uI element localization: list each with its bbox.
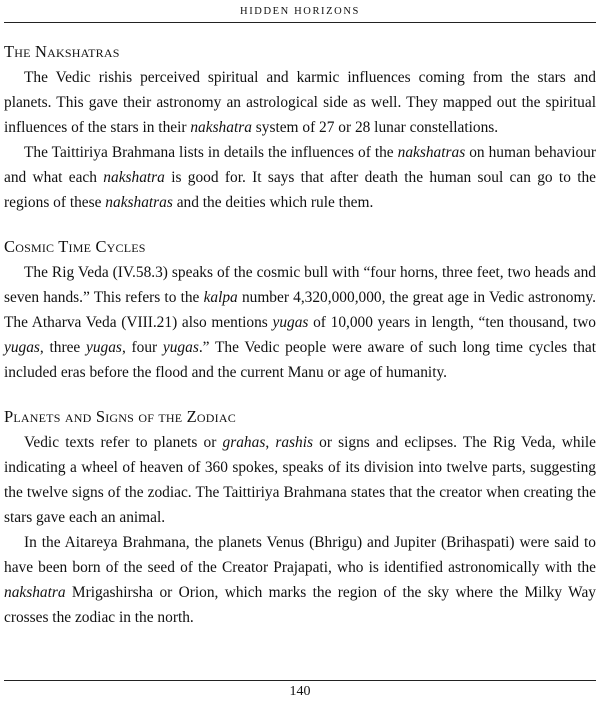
italic-term: nakshatra — [4, 584, 66, 601]
section-planets-zodiac — [4, 407, 596, 630]
page-content — [4, 42, 596, 652]
running-head: HIDDEN HORIZONS — [240, 6, 360, 17]
section-heading: Planets and Signs of the Zodiac — [4, 407, 236, 426]
section-heading: Cosmic Time Cycles — [4, 237, 146, 256]
footer-rule — [4, 680, 596, 681]
italic-term: yugas — [272, 314, 309, 331]
header-rule — [4, 22, 596, 23]
italic-term: nakshatra — [103, 169, 165, 186]
paragraph: In the Aitareya Brahmana, the planets Venus (Bhrigu) and Jupiter (Brihaspati) were said to have been born of the seed of the Creator Prajapati, who is identified astronomically with the nakshatra Mrigashirsha or Orion, which marks the region of the sky where the Milky Way crosses the zodiac in the north. — [4, 534, 596, 626]
paragraph: Vedic texts refer to planets or grahas, rashis or signs and eclipses. The Rig Veda, while indicating a wheel of heaven of 360 spokes, speaks of its division into twelve parts, suggesting the twelve signs of the zodiac. The Taittiriya Brahmana states that the creator when creating the stars gave each an animal. — [4, 434, 597, 526]
italic-term: yugas — [162, 339, 199, 356]
italic-term: nakshatras — [105, 194, 173, 211]
paragraph: The Taittiriya Brahmana lists in details the influences of the nakshatras on human behaviour and what each nakshatra is good for. It says that after death the human soul can go to the regions of these nakshatras and the deities which rule them. — [4, 144, 597, 211]
paragraph: The Rig Veda (IV.58.3) speaks of the cosmic bull with “four horns, three feet, two heads and seven hands.” This refers to the kalpa number 4,320,000,000, the great age in Vedic astronomy. The Atharva Veda (VIII.21) also mentions yugas of 10,000 years in length, “ten thousand, two yugas, three yugas, four yugas.” The Vedic people were aware of such long time cycles that included eras before the flood and the current Manu or age of humanity. — [4, 264, 597, 381]
section-cosmic-time-cycles — [4, 237, 596, 385]
italic-term: rashis — [275, 434, 313, 451]
italic-term: grahas — [222, 434, 266, 451]
paragraph: The Vedic rishis perceived spiritual and karmic influences coming from the stars and planets. This gave their astronomy an astrological side as well. They mapped out the spiritual influences of the stars in their nakshatra system of 27 or 28 lunar constellations. — [4, 69, 596, 136]
section-nakshatras — [4, 42, 596, 215]
italic-term: yugas — [4, 339, 40, 356]
italic-term: nakshatras — [397, 144, 466, 161]
section-heading: The Nakshatras — [4, 42, 120, 61]
italic-term: kalpa — [203, 289, 238, 306]
page-number: 140 — [289, 684, 311, 699]
italic-term: yugas — [86, 339, 122, 356]
italic-term: nakshatra — [190, 119, 252, 136]
